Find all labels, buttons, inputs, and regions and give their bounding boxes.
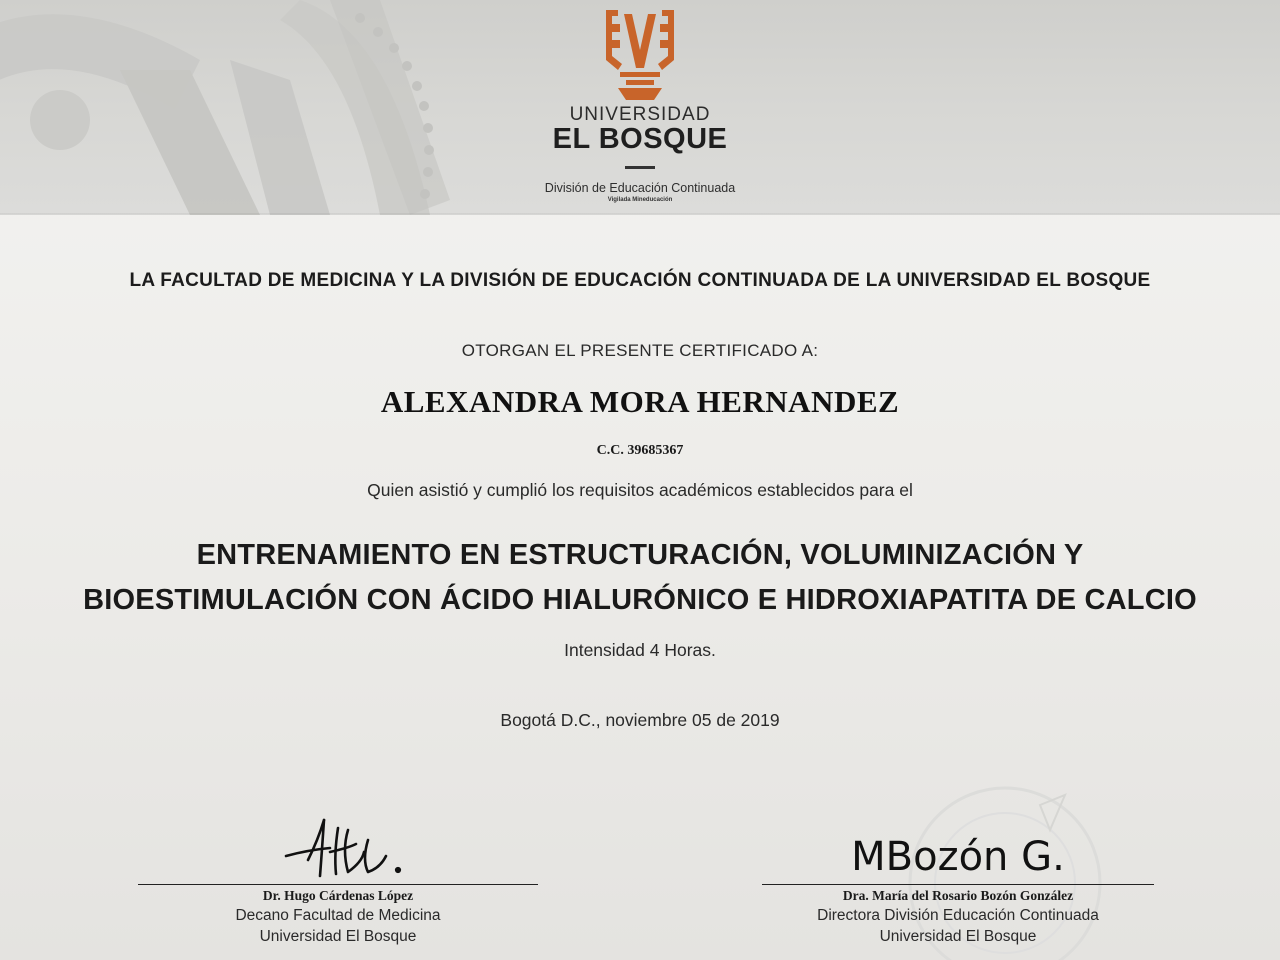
course-title-line-1: ENTRENAMIENTO EN ESTRUCTURACIÓN, VOLUMINIZACIÓN Y [196, 539, 1084, 571]
logo-university-name: EL BOSQUE [552, 123, 728, 155]
signature-block-director [762, 810, 1154, 946]
university-logo [520, 6, 760, 203]
signature-line [762, 884, 1154, 885]
completion-statement: Quien asistió y cumplió los requisitos académicos establecidos para el [367, 480, 913, 500]
awarded-text: OTORGAN EL PRESENTE CERTIFICADO A: [461, 341, 819, 360]
header-shadow [0, 213, 1280, 215]
recipient-name: ALEXANDRA MORA HERNANDEZ [380, 384, 900, 419]
signer-role: Decano Facultad de Medicina [235, 907, 441, 924]
handwritten-signature [838, 810, 1078, 884]
signer-organization: Universidad El Bosque [879, 928, 1037, 945]
place-and-date: Bogotá D.C., noviembre 05 de 2019 [500, 710, 780, 730]
logo-division-name: División de Educación Continuada [544, 181, 736, 195]
logo-divider [625, 166, 655, 169]
handwritten-signature [238, 810, 438, 884]
logo-university-label: UNIVERSIDAD [569, 104, 711, 125]
logo-vigilada-text: Vigilada Mineducación [607, 197, 673, 203]
signer-role: Directora División Educación Continuada [817, 907, 1099, 924]
recipient-id: C.C. 39685367 [596, 443, 684, 458]
course-title-line-2: BIOESTIMULACIÓN CON ÁCIDO HIALURÓNICO E HIDROXIAPATITA DE CALCIO [83, 584, 1197, 616]
faculty-heading: LA FACULTAD DE MEDICINA Y LA DIVISIÓN DE EDUCACIÓN CONTINUADA DE LA UNIVERSIDAD EL BOSQUE [129, 270, 1151, 291]
handwritten-signature-text: MBozón G. [851, 834, 1065, 880]
signature-line [138, 884, 538, 885]
signer-organization: Universidad El Bosque [259, 928, 417, 945]
signer-name: Dr. Hugo Cárdenas López [262, 888, 414, 903]
course-intensity: Intensidad 4 Horas. [564, 640, 716, 660]
signature-block-dean [138, 810, 538, 946]
signer-name: Dra. María del Rosario Bozón González [842, 888, 1074, 903]
university-crest-icon [600, 6, 680, 102]
